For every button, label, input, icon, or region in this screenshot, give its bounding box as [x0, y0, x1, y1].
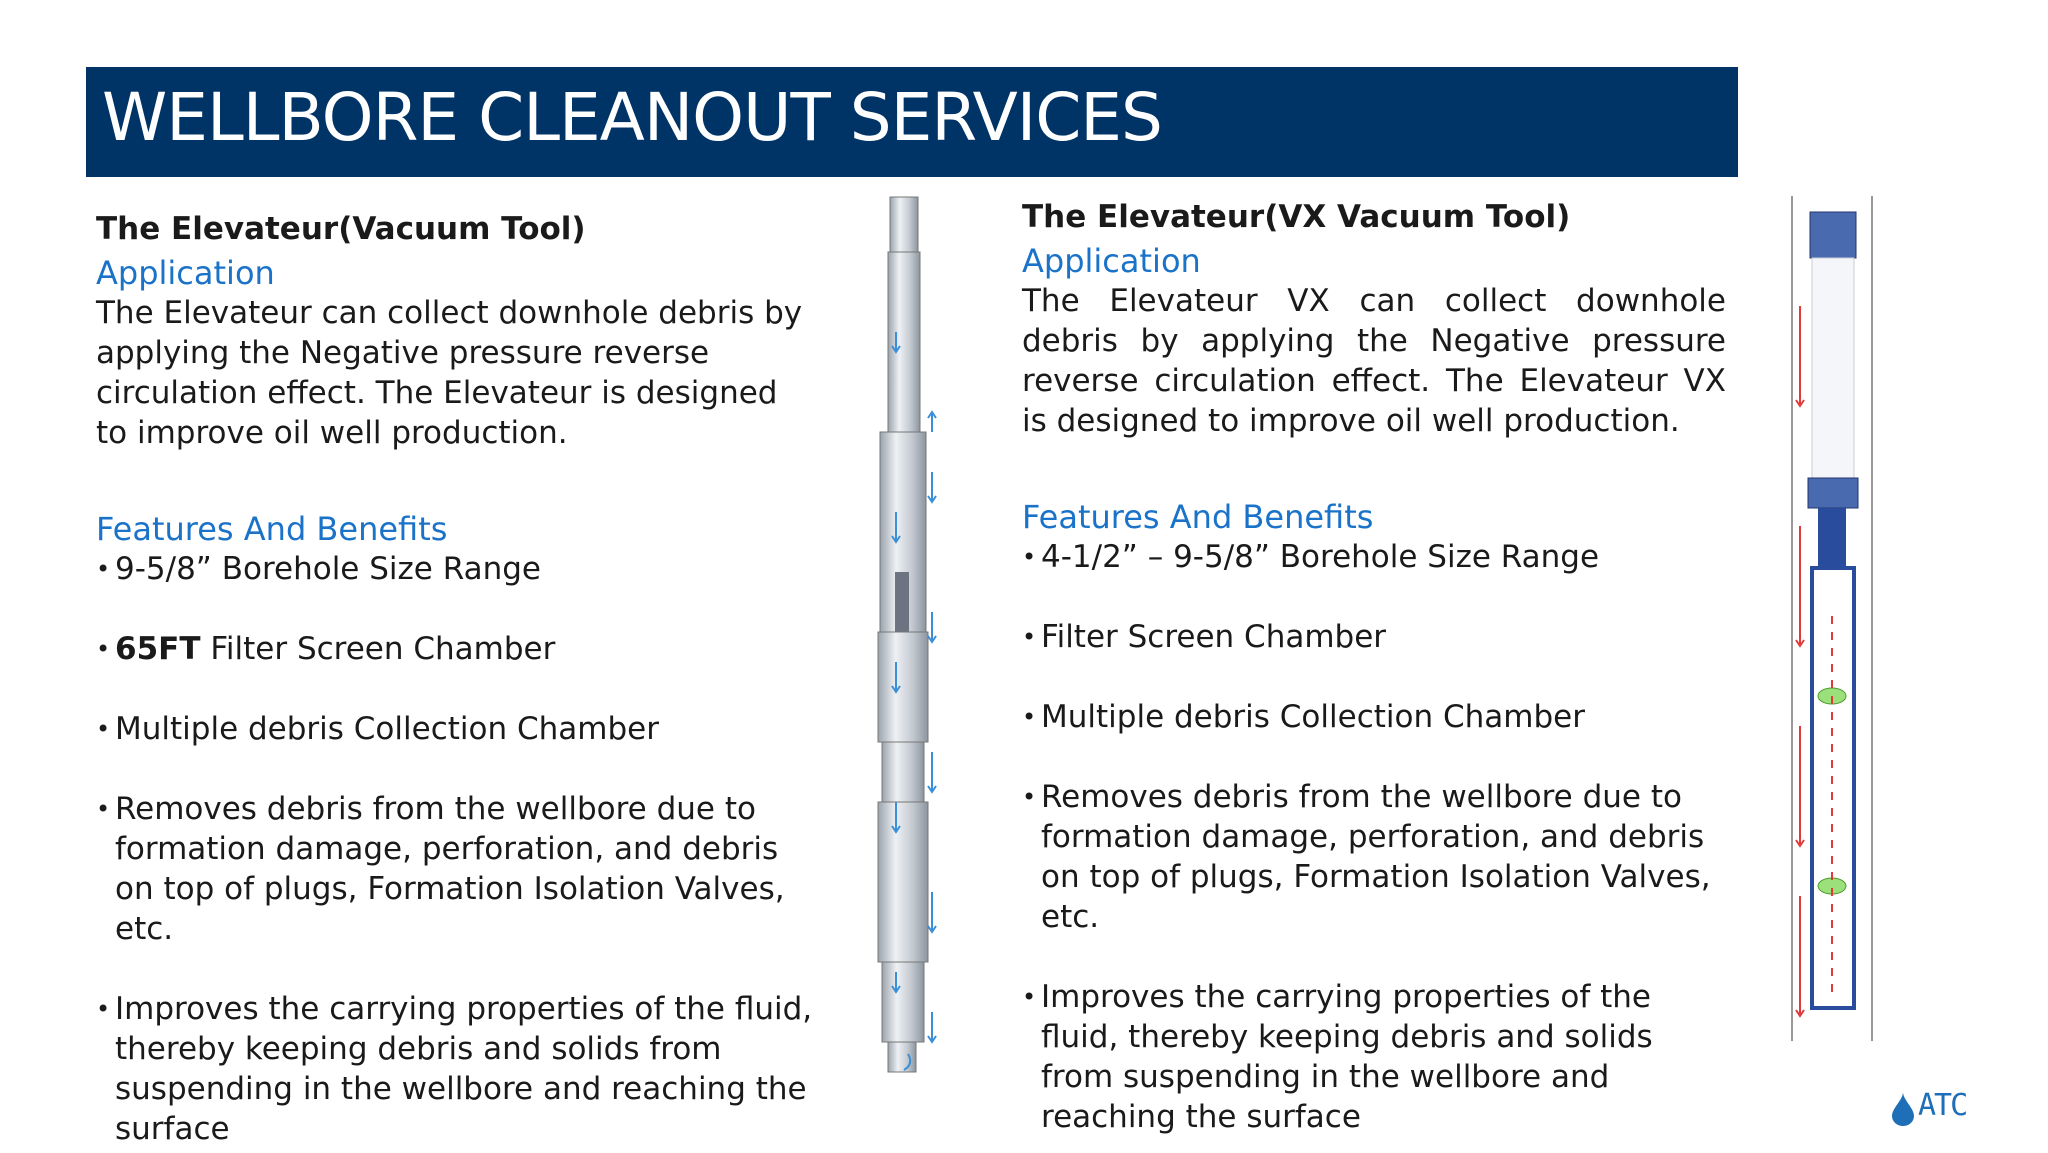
logo-text: ATC	[1918, 1088, 1967, 1123]
right-feature-item: • 4-1/2” – 9-5/8” Borehole Size Range	[1022, 537, 1726, 577]
left-feature-item: • Improves the carrying properties of the fluid, thereby keeping debris and solids from suspending in the wellbore and reaching the surface	[96, 989, 816, 1149]
right-feature-item: • Multiple debris Collection Chamber	[1022, 697, 1726, 737]
right-features-list	[1022, 537, 1726, 1137]
title-bar	[86, 67, 1738, 177]
right-application-text: The Elevateur VX can collect downhole debris by applying the Negative pressure reverse circulation effect. The Elevateur VX is designed to improve oil well production.	[1022, 283, 1726, 439]
right-column	[1022, 193, 1726, 1137]
left-features-list	[96, 549, 816, 1149]
page-title: WELLBORE CLEANOUT SERVICES	[102, 79, 1162, 156]
feature-bold-length: 65FT	[115, 631, 201, 667]
vacuum-tool-illustration	[860, 192, 960, 1092]
left-tool-name: The Elevateur(Vacuum Tool)	[96, 211, 586, 247]
left-feature-item: • 9-5/8” Borehole Size Range	[96, 549, 816, 589]
left-column	[96, 205, 816, 1149]
left-application-heading: Application	[96, 254, 275, 292]
right-feature-item: • Filter Screen Chamber	[1022, 617, 1726, 657]
right-tool-name: The Elevateur(VX Vacuum Tool)	[1022, 199, 1571, 235]
left-features-heading: Features And Benefits	[96, 510, 448, 548]
left-feature-item: • 65FT Filter Screen Chamber	[96, 629, 816, 669]
right-feature-item: • Improves the carrying properties of the fluid, thereby keeping debris and solids from suspending in the wellbore and reaching the surface	[1022, 977, 1726, 1137]
right-feature-item: • Removes debris from the wellbore due to formation damage, perforation, and debris on top of plugs, Formation Isolation Valves, etc.	[1022, 777, 1726, 937]
left-feature-item: • Multiple debris Collection Chamber	[96, 709, 816, 749]
left-feature-item: • Removes debris from the wellbore due to formation damage, perforation, and debris on top of plugs, Formation Isolation Valves, etc.	[96, 789, 816, 949]
right-features-heading: Features And Benefits	[1022, 498, 1374, 536]
left-application-text: The Elevateur can collect downhole debris by applying the Negative pressure reverse circulation effect. The Elevateur is designed to improve oil well production.	[96, 295, 803, 451]
atc-logo	[1892, 1086, 1967, 1128]
right-application-heading: Application	[1022, 242, 1201, 280]
water-drop-icon	[1892, 1092, 1914, 1126]
vx-vacuum-tool-illustration	[1788, 196, 1878, 1046]
